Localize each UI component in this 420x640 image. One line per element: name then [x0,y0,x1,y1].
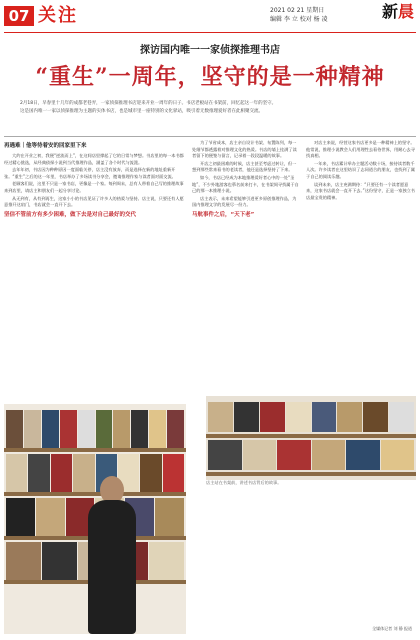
lead-rule [4,136,416,137]
body-paragraph: 谈到未来，店主充满期待：“只要还有一个读者愿意来，这家书店就会一直开下去。”这份坚守，正是一家独立书店最宝贵的精神。 [306,181,415,200]
photo-caption: 店主站在书架前，讲述书店背后的故事。 [206,480,282,485]
body-paragraph: 一年来，书店累计举办主题活动数十场，接待读者数千人次。许多读者在这里结识了志同道合的朋友，也找到了属于自己的阅读乐趣。 [306,160,415,179]
headline: “重生”一周年，坚守的是一种精神 [35,64,385,90]
body-paragraph: 店主表示，未来希望能够引进更多原创推理作品，为国内推理文学的发展尽一份力。 [192,195,297,208]
byline: 全媒体记者 刘 静 报道 [372,626,412,631]
photo-shelves [206,396,416,480]
column-3 [306,140,416,390]
body-paragraph: 从无到有，从有到再生，这家小小的书店见证了许多人的热爱与坚持。店主说，只要还有人愿意推开这扇门，书店就会一直开下去。 [4,195,184,208]
header-rule [4,32,416,33]
column-1-subheading: 坚信不管前方有多少困难，做下去是对自己最好的交代 [4,211,137,218]
section-title: 关注 [38,5,78,26]
body-paragraph: 老顾客们说，这里不只是一家书店，更像是一个家。每到周末，总有人带着自己写的推理故事来到店里，请店主和朋友们一起分享讨论。 [4,181,184,193]
lead-paragraph: 2月18日，早春里十几年的成都老巷弄，一家侦探推理书店迎来开业一周年的日子。书店老板站在书架前，回忆起这一年的坚守。 [20,101,277,106]
page-number-badge: 07 [4,6,34,26]
column-1-title: 再遇难｜他等待着安的回家里下来 [4,143,87,149]
date-line: 2021 02 21 星期日 [270,7,325,14]
column-1 [4,140,186,402]
body-paragraph: 去年年初，书店因为种种原因一度面临关停，店主没有放弃，而是选择在新的地址重新开张。“重生”之后的这一年里，书店举办了多场读书分享会，邀请推理作家与读者面对面交流。 [4,167,176,179]
shelf [4,448,186,452]
owner-figure [88,500,136,634]
body-paragraph: 如今，书店已经成为本地推理爱好者心中的一处“圣地”，不少外地游客也慕名前来打卡，在书架间寻找属于自己的那一本推理小说。 [192,174,299,194]
masthead-logo [382,2,414,22]
body-paragraph: 为了节省成本，店主亲自设计书架、布置陈列，每一处细节都透露着对推理文化的热爱。书店的墙上挂满了读者留下的便签与留言，记录着一段段温暖的故事。 [192,140,297,159]
body-paragraph: 开店之初最困难的时候，店主甚至考虑过转让，但一想到那些常来看书的老读者，他还是选择坚持了下来。 [192,160,297,173]
column-2-subheading: 马航事件之后，“天下老” [192,211,255,218]
editor-line: 编辑 李 立 校对 杨 凌 [270,16,328,23]
column-2 [192,140,300,390]
body-paragraph: 对店主来说，经营这家书店更多是一种精神上的坚守。他常说，推理小说教会人们用理性去看待世界，用耐心去寻找真相。 [306,140,415,159]
body-paragraph: 大约在开业之初，我便“逆流而上”，在这间店里撑起了它的日常与梦想。书店里的每一本书都经过精心挑选，从经典侦探小说到当代推理作品，涵盖了各个时代与流派。 [4,153,184,165]
lead [20,100,400,116]
shelf [4,492,186,496]
book-row [4,454,186,492]
issue-meta [270,6,360,24]
kicker: 探访国内唯一一家侦探推理书店 [140,45,280,56]
logo-accent: 晨 [397,2,414,21]
book-row [4,410,186,448]
logo-main: 新 [381,2,398,21]
photo-bookstore-owner [4,404,186,634]
lead-paragraph: 这是国内唯一一家以侦探推理为主题的实体书店，也是城市里一座特别的文化驿站，吸引着无数推理爱好者在此相聚交流。 [20,109,263,114]
